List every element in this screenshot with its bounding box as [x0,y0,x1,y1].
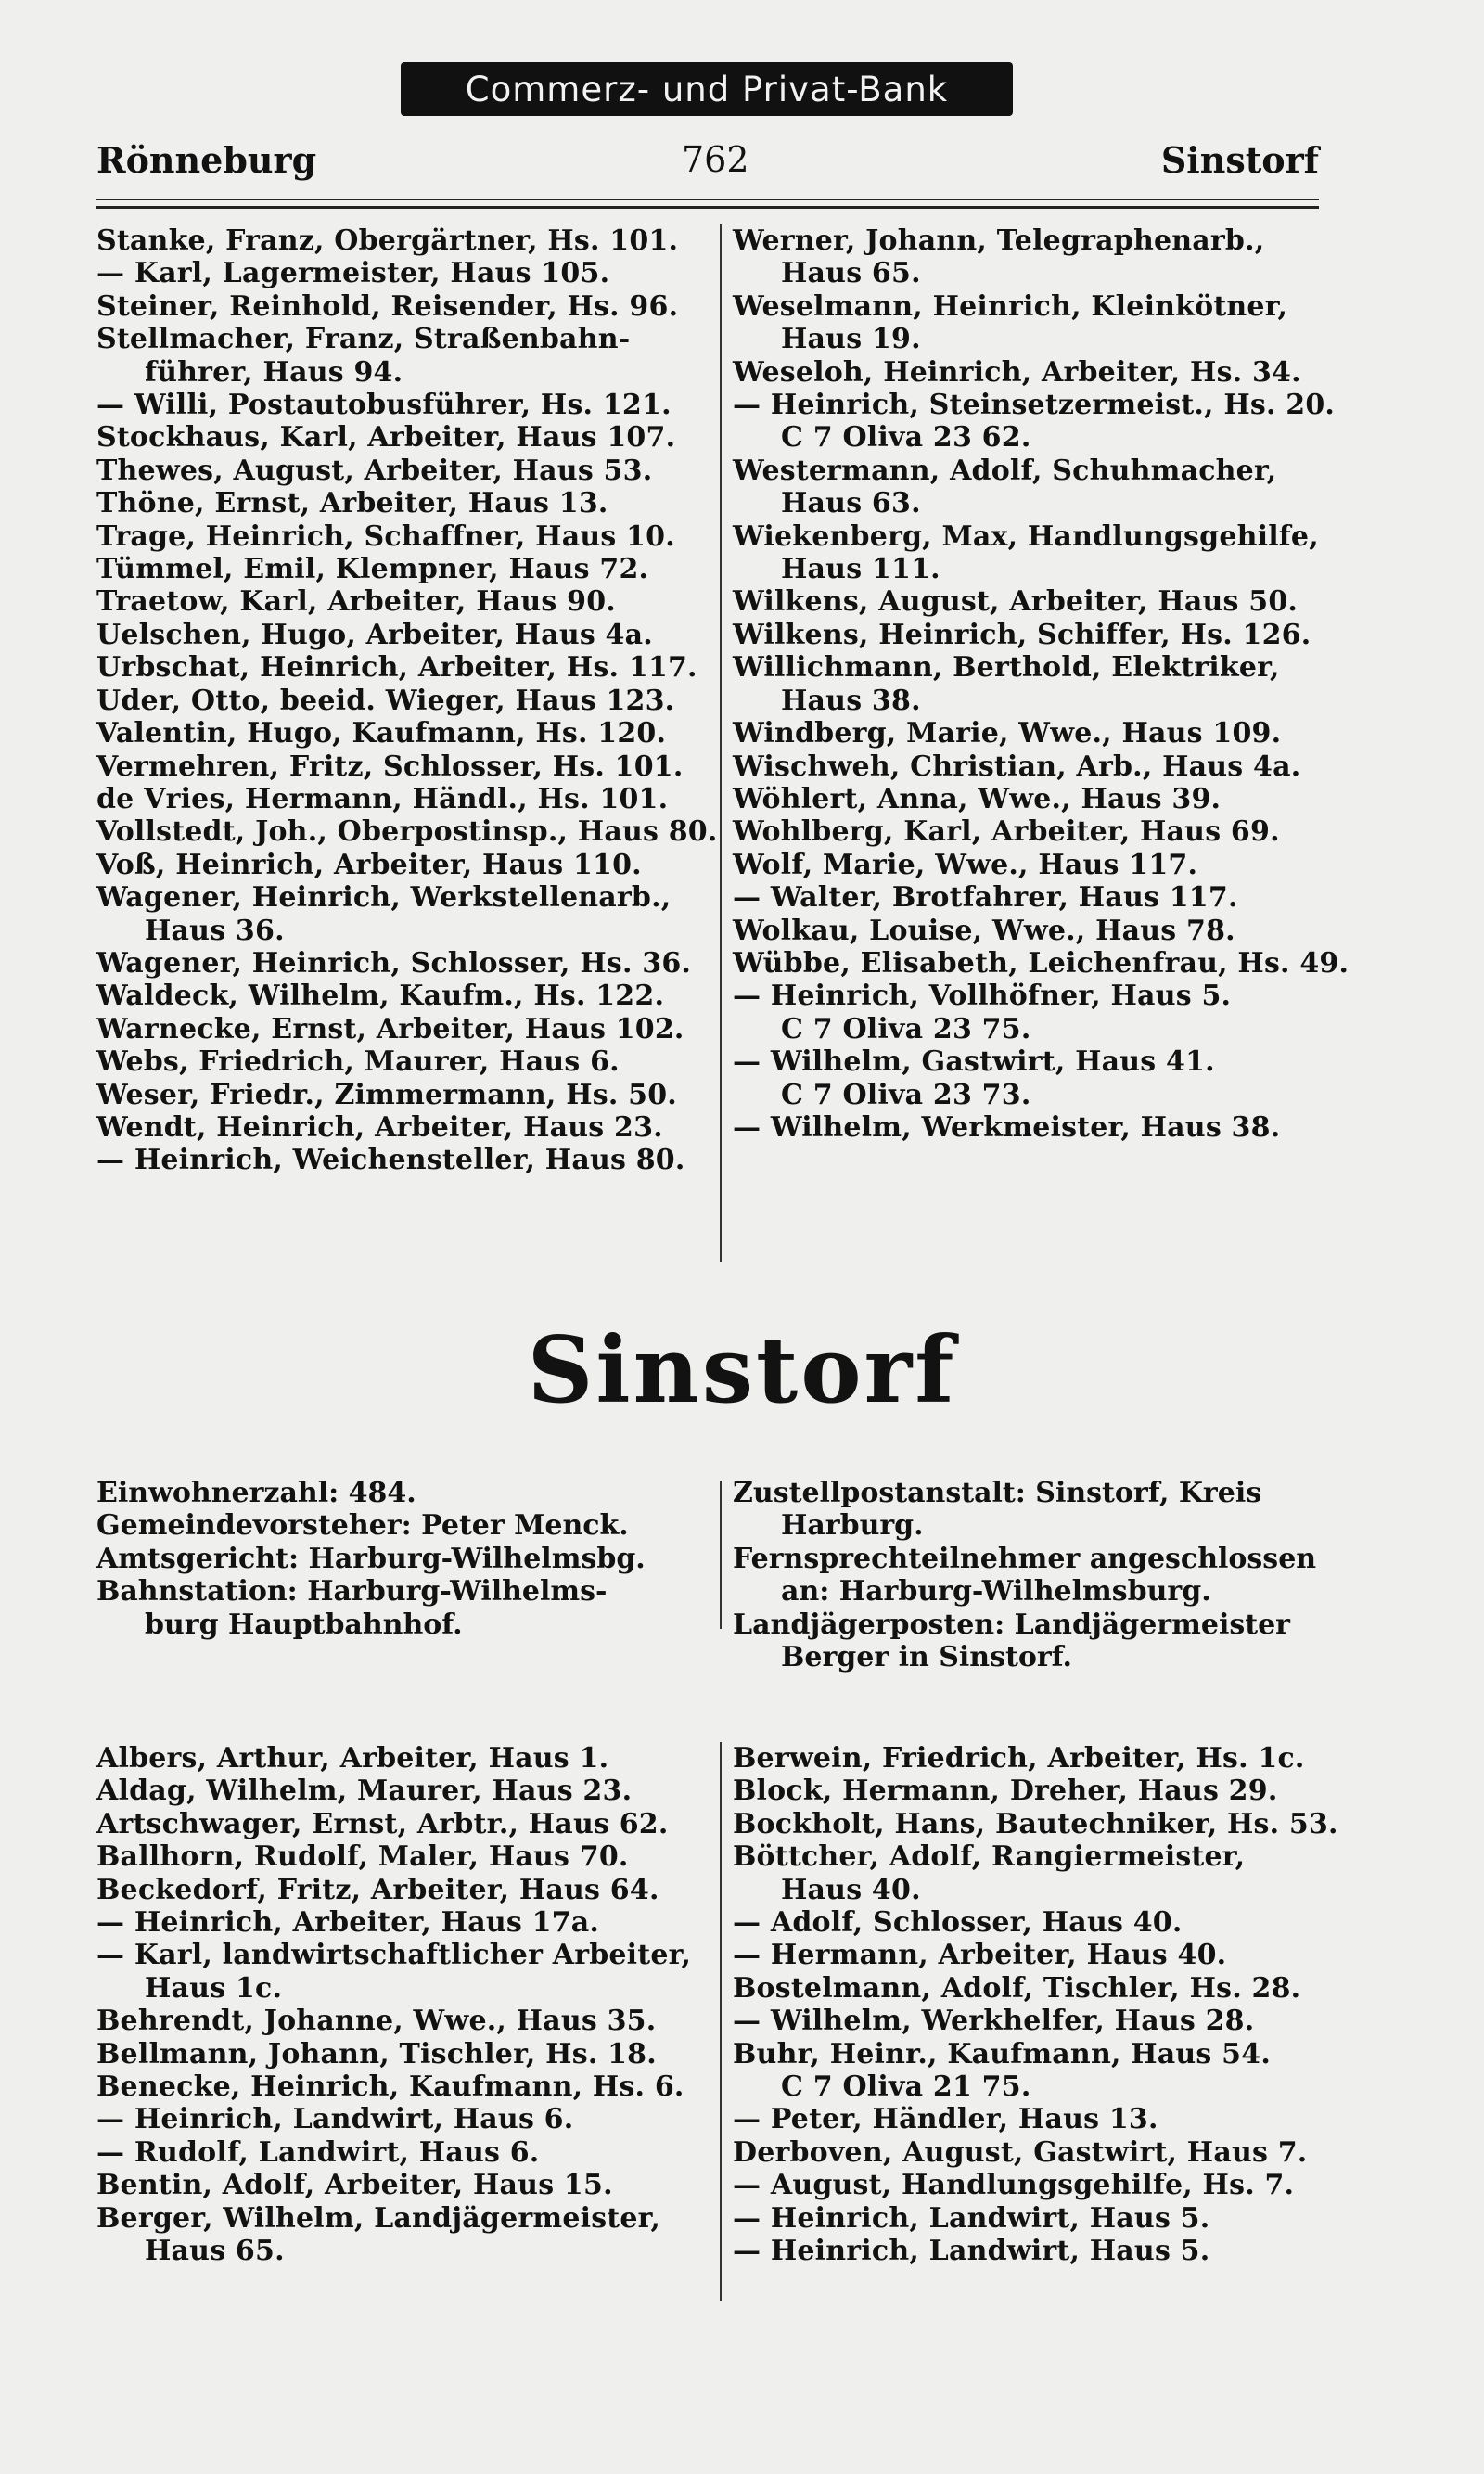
directory-entry [733,1609,1326,1674]
entry-line: Valentin, Hugo, Kaufmann, Hs. 120. [96,717,667,750]
entry-line: Weseloh, Heinrich, Arbeiter, Hs. 34. [733,355,1301,389]
directory-entry [96,947,709,980]
entry-line: Voß, Heinrich, Arbeiter, Haus 110. [96,848,642,881]
entry-continuation: Haus 65. [145,2235,285,2268]
directory-entry [96,520,709,553]
entry-line: Böttcher, Adolf, Rangiermeister, [733,1840,1246,1874]
column-divider-bottom [720,1742,722,2301]
directory-entry [96,1808,709,1840]
entry-line: Behrendt, Johanne, Wwe., Haus 35. [96,2005,657,2038]
directory-entry [96,585,709,618]
directory-entry [96,783,709,815]
entry-line: Thewes, August, Arbeiter, Haus 53. [96,454,653,487]
entry-line: — Heinrich, Landwirt, Haus 5. [733,2235,1210,2268]
entry-line: Stanke, Franz, Obergärtner, Hs. 101. [96,224,679,257]
entry-continuation: Berger in Sinstorf. [781,1641,1072,1674]
directory-entry [96,2005,709,2037]
directory-entry [96,1840,709,1873]
entry-line: Berger, Wilhelm, Landjägermeister, [96,2201,661,2235]
entry-line: — Hermann, Arbeiter, Haus 40. [733,1939,1227,1972]
directory-entry [96,1079,709,1111]
entry-continuation: Haus 40. [781,1873,921,1906]
entry-line: Wübbe, Elisabeth, Leichenfrau, Hs. 49. [733,946,1350,980]
entry-continuation: burg Hauptbahnhof. [145,1608,463,1641]
entry-line: Wilkens, Heinrich, Schiffer, Hs. 126. [733,618,1311,651]
entry-line: Vollstedt, Joh., Oberpostinsp., Haus 80. [96,815,718,849]
directory-entry [96,290,709,323]
directory-entry [96,750,709,783]
directory-entry [96,1013,709,1045]
entry-line: Beckedorf, Fritz, Arbeiter, Haus 64. [96,1873,659,1906]
entry-line: Wolkau, Louise, Wwe., Haus 78. [733,914,1235,947]
entry-line: Urbschat, Heinrich, Arbeiter, Hs. 117. [96,651,697,685]
directory-entry [733,1807,1338,1840]
entry-line: Vermehren, Fritz, Schlosser, Hs. 101. [96,750,684,783]
directory-entry [96,2169,709,2201]
entry-line: Fernsprechteilnehmer angeschlossen [733,1542,1317,1575]
column-divider-info [720,1481,722,1629]
directory-entry [96,2038,709,2070]
entry-line: Tümmel, Emil, Klempner, Haus 72. [96,553,649,586]
directory-entry [733,2169,1326,2201]
directory-entry [733,619,1326,651]
directory-entry [733,2235,1326,2267]
directory-entry [96,257,709,289]
directory-entry [733,651,1326,717]
entry-line: — Karl, Lagermeister, Haus 105. [96,257,610,290]
entry-line: — Heinrich, Landwirt, Haus 6. [96,2103,574,2136]
entry-line: Bellmann, Johann, Tischler, Hs. 18. [96,2037,657,2070]
directory-entry [733,980,1326,1045]
entry-line: — Heinrich, Vollhöfner, Haus 5. [733,980,1232,1013]
directory-entry [733,717,1326,750]
directory-entry [96,455,709,487]
entry-line: Wiekenberg, Max, Handlungsgehilfe, [733,519,1319,553]
directory-entry [733,1906,1326,1939]
entry-line: Uder, Otto, beeid. Wieger, Haus 123. [96,684,675,717]
entry-line: Stellmacher, Franz, Straßenbahn- [96,323,631,356]
directory-entry [96,717,709,750]
directory-entry [733,881,1326,914]
entry-continuation: an: Harburg-Wilhelmsburg. [781,1575,1211,1609]
town-heading: Sinstorf [527,1317,957,1424]
directory-entry [96,2070,709,2103]
entry-continuation: C 7 Oliva 23 75. [781,1012,1031,1045]
directory-entry [96,224,709,257]
entry-line: Block, Hermann, Dreher, Haus 29. [733,1775,1278,1808]
directory-entry [733,915,1326,947]
entry-line: Traetow, Karl, Arbeiter, Haus 90. [96,585,616,619]
directory-entry [733,290,1326,356]
directory-column-top-left [96,224,718,1177]
entry-line: — Walter, Brotfahrer, Haus 117. [733,881,1238,915]
directory-entry [96,1874,709,1906]
entry-line: Aldag, Wilhelm, Maurer, Haus 23. [96,1775,633,1808]
entry-line: Gemeindevorsteher: Peter Menck. [96,1509,629,1543]
directory-entry [96,619,709,651]
entry-line: Windberg, Marie, Wwe., Haus 109. [733,717,1282,750]
entry-line: — Heinrich, Steinsetzermeist., Hs. 20. [733,389,1336,422]
directory-entry [96,1111,709,1144]
directory-entry [733,585,1326,618]
entry-line: — Heinrich, Weichensteller, Haus 80. [96,1144,685,1177]
directory-entry [733,1840,1326,1906]
entry-line: Wolf, Marie, Wwe., Haus 117. [733,848,1198,881]
entry-line: Wohlberg, Karl, Arbeiter, Haus 69. [733,815,1280,849]
entry-continuation: Haus 111. [781,553,940,586]
directory-entry [96,2103,709,2135]
entry-line: Landjägerposten: Landjägermeister [733,1608,1290,1641]
directory-entry [96,815,718,849]
entry-line: Willichmann, Berthold, Elektriker, [733,651,1280,685]
directory-entry [733,1775,1326,1807]
entry-continuation: Haus 19. [781,323,921,356]
entry-continuation: C 7 Oliva 23 62. [781,421,1031,455]
entry-line: Berwein, Friedrich, Arbeiter, Hs. 1c. [733,1742,1305,1775]
directory-entry [733,2202,1326,2235]
entry-line: Zustellpostanstalt: Sinstorf, Kreis [733,1477,1262,1509]
directory-entry [96,1144,709,1176]
entry-line: Trage, Heinrich, Schaffner, Haus 10. [96,519,675,553]
directory-entry [733,1111,1326,1144]
entry-line: Weser, Friedr., Zimmermann, Hs. 50. [96,1078,677,1111]
town-info-left [96,1477,709,1641]
directory-entry [733,356,1326,389]
entry-line: Einwohnerzahl: 484. [96,1477,416,1509]
running-head-right: Sinstorf [1160,139,1319,181]
entry-continuation: C 7 Oliva 21 75. [781,2070,1031,2104]
entry-line: Stockhaus, Karl, Arbeiter, Haus 107. [96,421,676,455]
directory-entry [733,455,1326,520]
directory-entry [96,323,709,389]
directory-entry [733,1742,1326,1775]
directory-entry [96,553,709,585]
running-head-left: Rönneburg [96,139,317,181]
entry-line: Ballhorn, Rudolf, Maler, Haus 70. [96,1840,629,1874]
directory-entry [733,2103,1326,2135]
directory-entry [733,389,1336,455]
directory-entry [96,1477,709,1509]
directory-entry [733,815,1326,848]
directory-entry [733,783,1326,815]
column-divider-top [720,224,722,1262]
entry-line: — Willi, Postautobusführer, Hs. 121. [96,389,672,422]
directory-entry [96,1742,709,1775]
entry-line: — Wilhelm, Werkmeister, Haus 38. [733,1110,1281,1144]
entry-continuation: Haus 63. [781,487,921,520]
entry-line: Albers, Arthur, Arbeiter, Haus 1. [96,1742,609,1775]
directory-entry [96,421,709,454]
entry-line: — Peter, Händler, Haus 13. [733,2103,1158,2136]
bank-banner: Commerz- und Privat-Bank [401,62,1013,116]
directory-entry [96,1939,709,2005]
entry-line: Wagener, Heinrich, Werkstellenarb., [96,881,672,915]
entry-line: de Vries, Hermann, Händl., Hs. 101. [96,782,669,815]
entry-line: Weselmann, Heinrich, Kleinkötner, [733,289,1288,323]
entry-line: — Heinrich, Landwirt, Haus 5. [733,2201,1210,2235]
directory-entry [96,1543,709,1575]
entry-line: Bahnstation: Harburg-Wilhelms- [96,1575,608,1609]
directory-entry [96,685,709,717]
entry-continuation: Haus 36. [145,914,285,947]
entry-line: Bockholt, Hans, Bautechniker, Hs. 53. [733,1807,1338,1840]
directory-entry [733,946,1350,980]
directory-entry [96,1045,709,1078]
directory-column-bottom-left [96,1742,709,2268]
entry-line: Benecke, Heinrich, Kaufmann, Hs. 6. [96,2070,684,2104]
directory-entry [733,2038,1326,2104]
directory-entry [733,1972,1326,2005]
directory-entry [733,520,1326,586]
directory-entry [96,487,709,519]
entry-line: Warnecke, Ernst, Arbeiter, Haus 102. [96,1012,684,1045]
directory-entry [96,881,709,947]
directory-entry [96,1906,709,1939]
entry-line: — Rudolf, Landwirt, Haus 6. [96,2135,540,2169]
directory-entry [733,1939,1326,1971]
entry-line: Buhr, Heinr., Kaufmann, Haus 54. [733,2037,1271,2070]
directory-entry [96,849,709,881]
directory-entry [733,2136,1326,2169]
entry-line: Wendt, Heinrich, Arbeiter, Haus 23. [96,1110,663,1144]
entry-line: Bentin, Adolf, Arbeiter, Haus 15. [96,2169,613,2202]
directory-entry [96,1575,709,1641]
directory-entry [96,651,709,684]
entry-line: Wilkens, August, Arbeiter, Haus 50. [733,585,1298,619]
entry-line: Wischweh, Christian, Arb., Haus 4a. [733,750,1301,783]
entry-line: Waldeck, Wilhelm, Kaufm., Hs. 122. [96,980,665,1013]
entry-line: Derboven, August, Gastwirt, Haus 7. [733,2135,1308,2169]
entry-line: — Heinrich, Arbeiter, Haus 17a. [96,1906,600,1940]
entry-line: — Wilhelm, Werkhelfer, Haus 28. [733,2005,1255,2038]
directory-entry [733,1045,1326,1111]
directory-entry [733,2005,1326,2037]
directory-entry [96,389,709,421]
directory-entry [96,1775,709,1807]
header-rule-thick [96,206,1319,209]
entry-continuation: Haus 1c. [145,1971,283,2005]
entry-continuation: Harburg. [781,1509,924,1543]
entry-line: Amtsgericht: Harburg-Wilhelmsbg. [96,1542,646,1575]
directory-column-top-right [733,224,1350,1144]
page-number: 762 [682,139,749,180]
directory-entry [733,750,1326,783]
directory-entry [96,2202,709,2268]
entry-continuation: führer, Haus 94. [145,355,403,389]
entry-line: Werner, Johann, Telegraphenarb., [733,224,1265,257]
entry-line: Steiner, Reinhold, Reisender, Hs. 96. [96,289,679,323]
entry-line: Webs, Friedrich, Maurer, Haus 6. [96,1045,620,1079]
directory-entry [96,2136,709,2169]
header-rule [96,199,1319,200]
entry-line: — Adolf, Schlosser, Haus 40. [733,1906,1183,1940]
directory-entry [96,1509,709,1542]
entry-line: — Wilhelm, Gastwirt, Haus 41. [733,1045,1215,1079]
directory-entry [733,1543,1326,1609]
entry-line: — Karl, landwirtschaftlicher Arbeiter, [96,1939,692,1972]
town-info-right [733,1477,1326,1673]
directory-entry [733,849,1326,881]
directory-entry [733,224,1326,290]
entry-line: Uelschen, Hugo, Arbeiter, Haus 4a. [96,618,653,651]
entry-continuation: Haus 38. [781,684,921,717]
directory-entry [733,1477,1326,1543]
entry-continuation: Haus 65. [781,257,921,290]
entry-continuation: C 7 Oliva 23 73. [781,1078,1031,1111]
directory-entry [96,980,709,1012]
entry-line: Artschwager, Ernst, Arbtr., Haus 62. [96,1807,669,1840]
entry-line: Westermann, Adolf, Schuhmacher, [733,454,1277,487]
entry-line: Wagener, Heinrich, Schlosser, Hs. 36. [96,946,692,980]
directory-column-bottom-right [733,1742,1338,2268]
entry-line: Wöhlert, Anna, Wwe., Haus 39. [733,782,1222,815]
entry-line: — August, Handlungsgehilfe, Hs. 7. [733,2169,1295,2202]
entry-line: Bostelmann, Adolf, Tischler, Hs. 28. [733,1971,1301,2005]
entry-line: Thöne, Ernst, Arbeiter, Haus 13. [96,487,608,520]
